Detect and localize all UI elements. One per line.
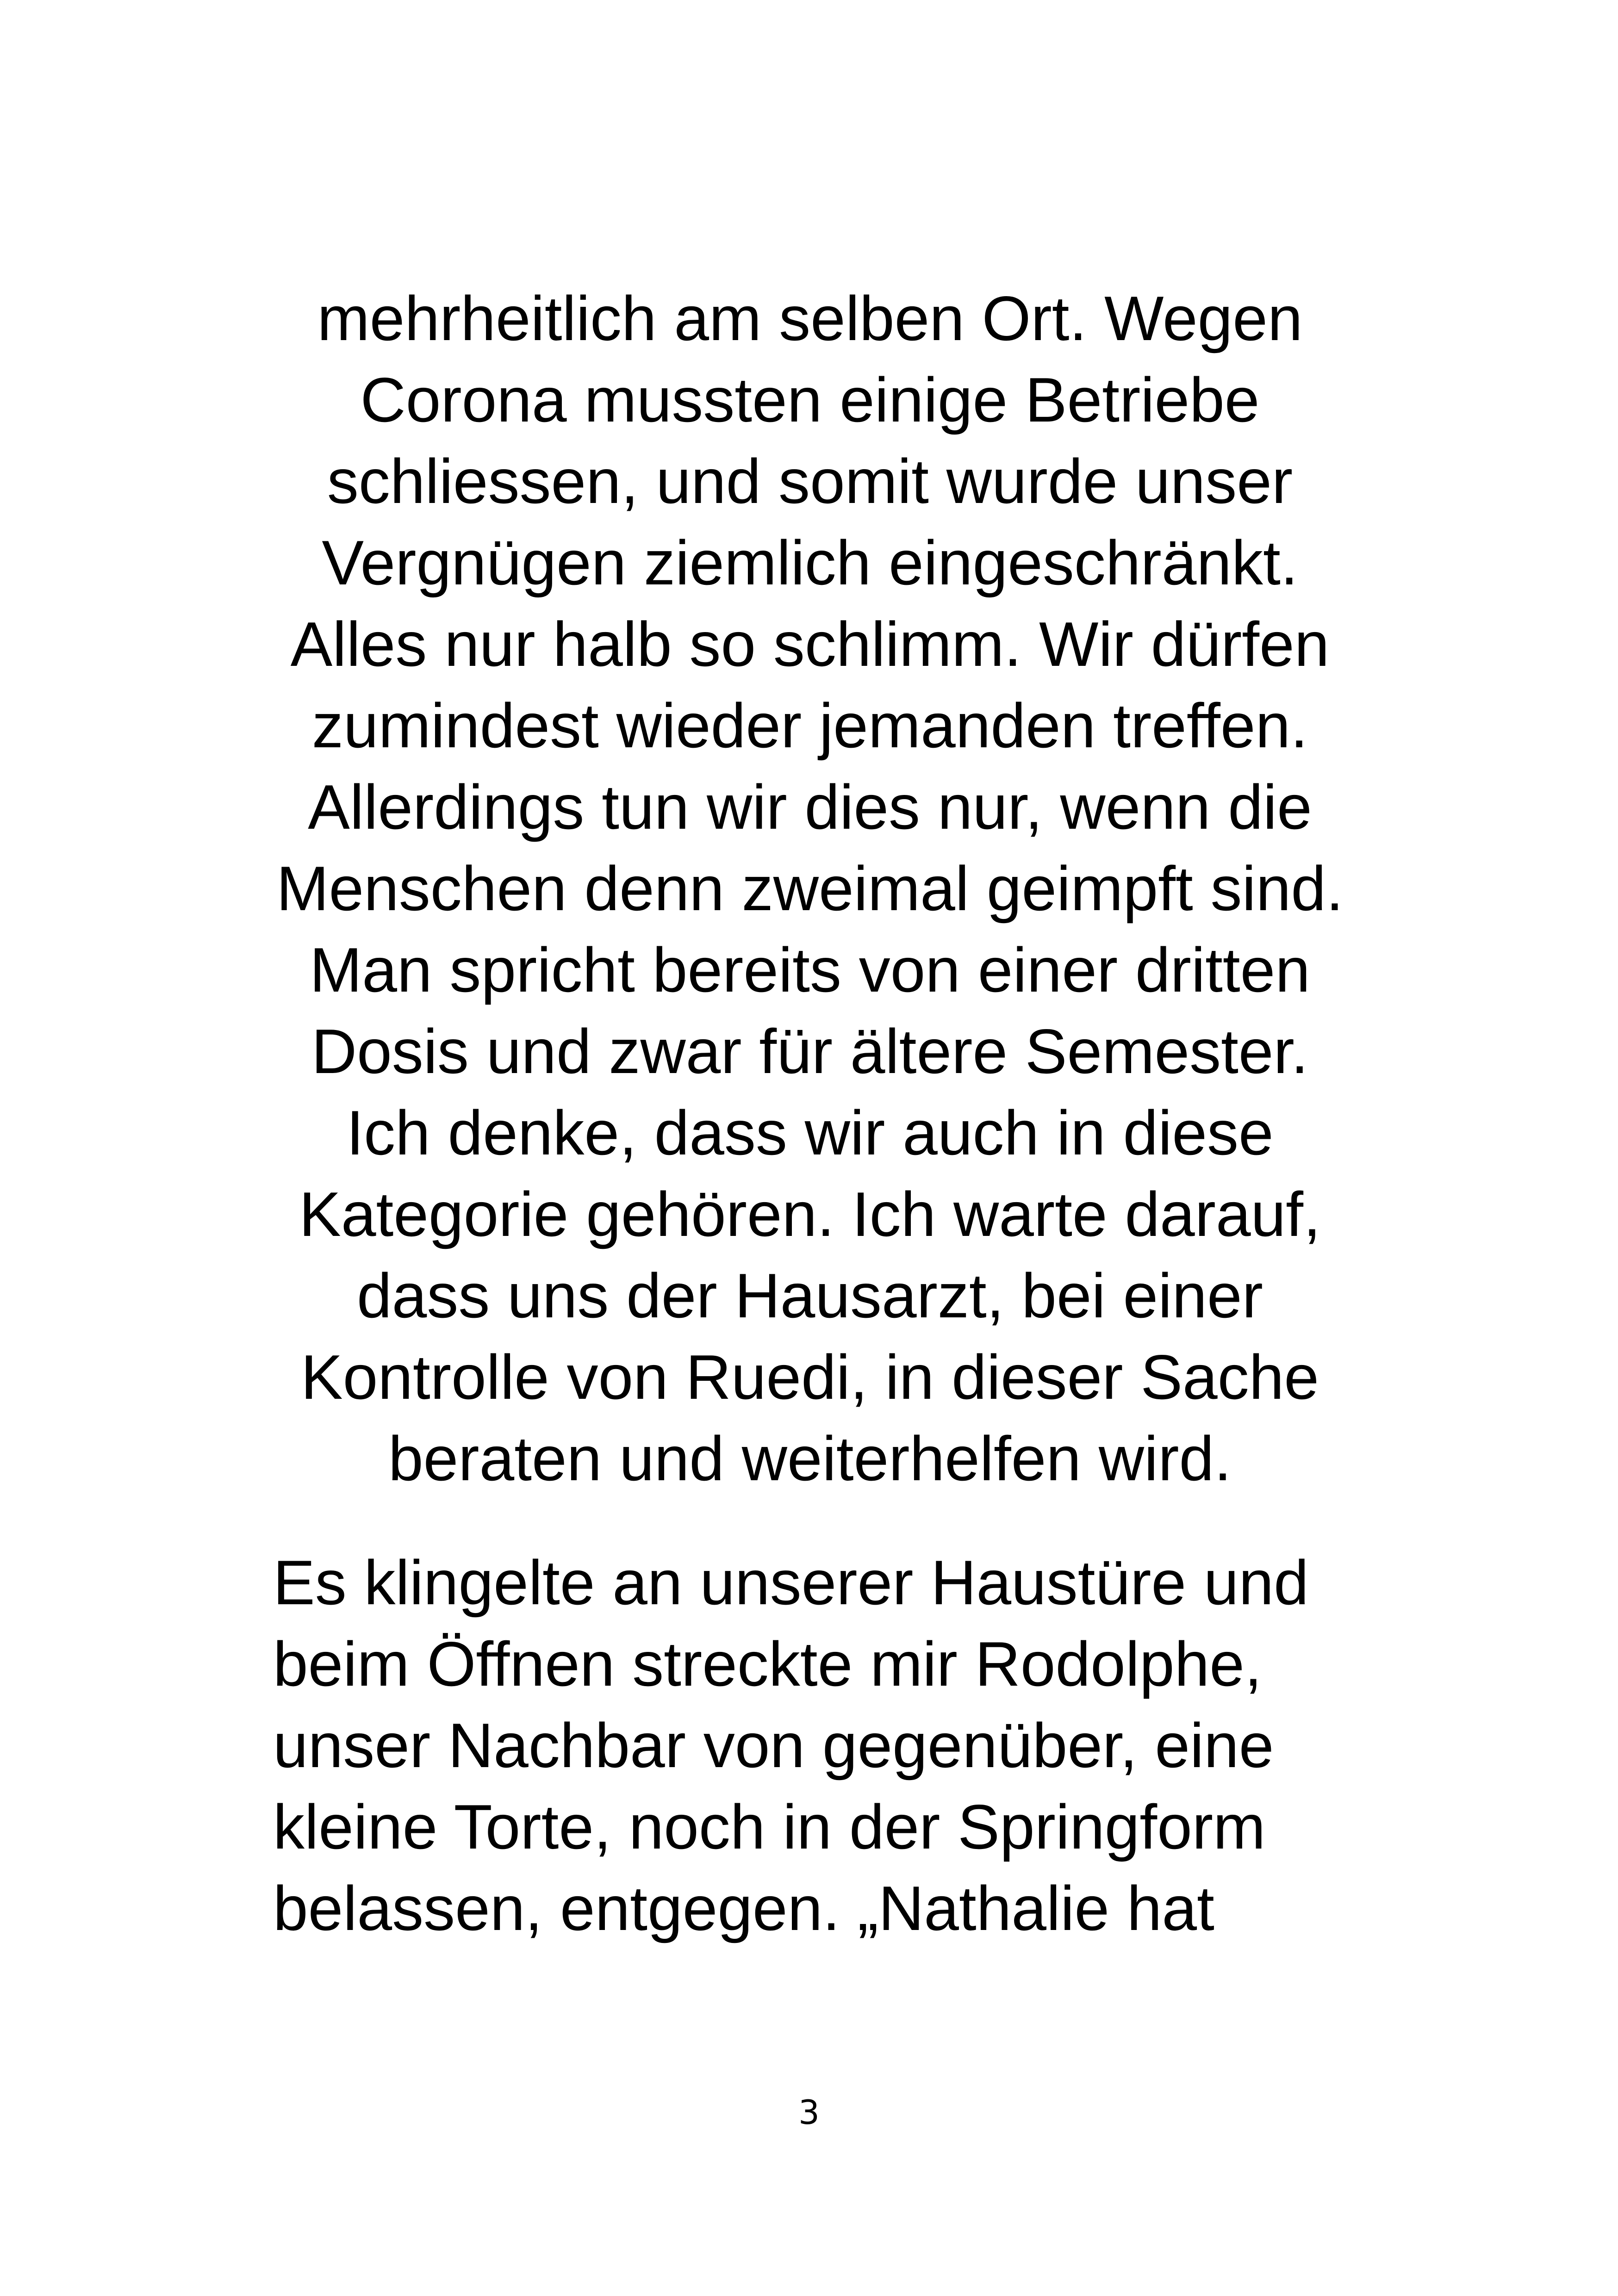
text-line: Corona mussten einige Betriebe <box>360 365 1260 435</box>
text-line: schliessen, und somit wurde unser <box>327 446 1293 516</box>
text-line: beim Öffnen streckte mir Rodolphe, <box>273 1629 1262 1699</box>
text-line: Man spricht bereits von einer dritten <box>310 935 1310 1005</box>
centered-paragraph <box>185 278 1435 1499</box>
text-line: Ich denke, dass wir auch in diese <box>346 1098 1274 1168</box>
text-line: Kategorie gehören. Ich warte darauf, <box>299 1179 1321 1249</box>
text-line: beraten und weiterhelfen wird. <box>388 1423 1232 1494</box>
text-line: kleine Torte, noch in der Springform <box>273 1792 1266 1862</box>
text-line: mehrheitlich am selben Ort. Wegen <box>317 283 1303 354</box>
text-line: Es klingelte an unserer Haustüre und <box>273 1547 1309 1618</box>
text-line: Allerdings tun wir dies nur, wenn die <box>308 772 1312 842</box>
text-line: zumindest wieder jemanden treffen. <box>311 690 1308 761</box>
text-line: belassen, entgegen. „Nathalie hat <box>273 1873 1214 1943</box>
text-line: Alles nur halb so schlimm. Wir dürfen <box>290 609 1330 679</box>
text-line: Kontrolle von Ruedi, in dieser Sache <box>301 1342 1319 1412</box>
text-line: Dosis und zwar für ältere Semester. <box>311 1016 1309 1086</box>
left-paragraph <box>273 1542 1430 1949</box>
page-number: 3 <box>798 2093 820 2132</box>
text-line: unser Nachbar von gegenüber, eine <box>273 1710 1274 1781</box>
text-line: Menschen denn zweimal geimpft sind. <box>276 853 1344 924</box>
text-line: Vergnügen ziemlich eingeschränkt. <box>322 527 1298 598</box>
text-line: dass uns der Hausarzt, bei einer <box>357 1260 1263 1331</box>
